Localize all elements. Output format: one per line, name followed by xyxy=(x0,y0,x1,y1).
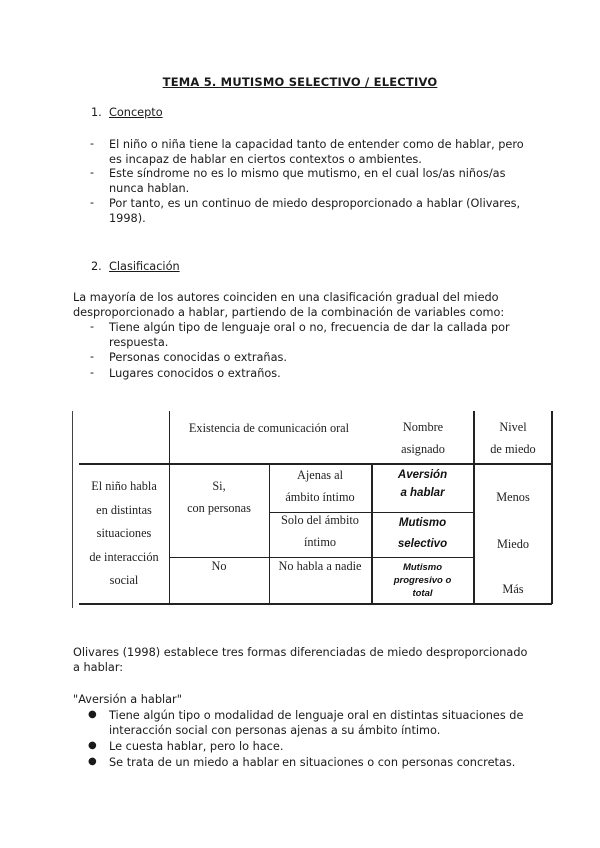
section-title: Clasificación xyxy=(109,260,180,273)
dash-marker: - xyxy=(90,166,95,179)
table-rule xyxy=(79,603,552,605)
list-item: Por tanto, es un continuo de miedo desproporcionado a hablar (Olivares, 1998). xyxy=(109,197,521,225)
cell-mas: Más xyxy=(502,582,524,596)
intro-paragraph: La mayoría de los autores coinciden en una clasificación gradual del miedo desproporcionado a hablar, partiendo de la combinación de variables como: xyxy=(73,291,505,319)
list-item: Tiene algún tipo de lenguaje oral o no, frecuencia de dar la callada por respuesta. xyxy=(109,321,510,349)
cell-si: Si, con personas xyxy=(187,479,251,515)
list-item: Le cuesta hablar, pero lo hace. xyxy=(109,740,284,753)
header-comunicacion: Existencia de comunicación oral xyxy=(188,421,350,435)
header-nombre: Nombre asignado xyxy=(401,420,445,456)
list-item: Este síndrome no es lo mismo que mutismo, en el cual los/as niños/as nunca hablan. xyxy=(109,167,506,195)
list-item: Personas conocidas o extrañas. xyxy=(109,351,287,364)
dash-marker: - xyxy=(90,366,95,379)
cell-mutismo-progresivo: Mutismo progresivo o total xyxy=(393,562,452,599)
cell-menos: Menos xyxy=(496,490,530,504)
list-item: Tiene algún tipo o modalidad de lenguaje oral en distintas situaciones de interacción social con personas ajenas a su ámbito íntimo. xyxy=(109,709,524,737)
dash-marker: - xyxy=(90,137,95,150)
cell-no: No xyxy=(211,559,227,573)
dash-marker: - xyxy=(90,350,95,363)
section-number: 1. xyxy=(91,106,102,119)
list-item: Lugares conocidos o extraños. xyxy=(109,367,281,380)
bullet-marker: ● xyxy=(88,740,97,751)
olivares-paragraph: Olivares (1998) establece tres formas diferenciadas de miedo desproporcionado a hablar: xyxy=(73,646,528,674)
list-item: El niño o niña tiene la capacidad tanto de entender como de hablar, pero es incapaz de hablar en ciertos contextos o ambientes. xyxy=(109,138,524,166)
cell-aversion: Aversión a hablar xyxy=(397,469,448,499)
row-label: El niño habla en distintas situaciones de interacción social xyxy=(89,479,159,587)
section-number: 2. xyxy=(91,260,102,273)
cell-solo: Solo del ámbito íntimo xyxy=(281,513,359,549)
bullet-marker: ● xyxy=(88,709,97,720)
dash-marker: - xyxy=(90,320,95,333)
cell-mutismo-selectivo: Mutismo selectivo xyxy=(397,517,448,550)
cell-ajenas: Ajenas al ámbito íntimo xyxy=(285,468,355,504)
aversion-heading: "Aversión a hablar" xyxy=(73,693,182,706)
section-title: Concepto xyxy=(109,106,163,119)
cell-no-habla: No habla a nadie xyxy=(278,559,362,573)
classification-table xyxy=(72,411,600,608)
page-title: TEMA 5. MUTISMO SELECTIVO / ELECTIVO xyxy=(162,75,438,89)
header-nivel: Nivel de miedo xyxy=(490,420,536,456)
bullet-marker: ● xyxy=(88,756,97,767)
dash-marker: - xyxy=(90,196,95,209)
cell-miedo: Miedo xyxy=(496,537,530,551)
list-item: Se trata de un miedo a hablar en situaciones o con personas concretas. xyxy=(109,756,516,769)
